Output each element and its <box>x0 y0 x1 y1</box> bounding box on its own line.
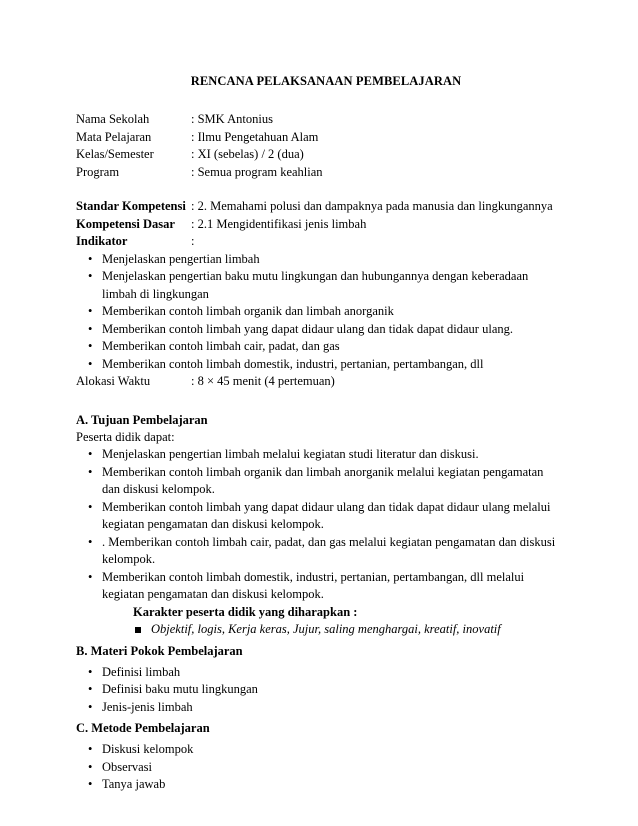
info-row-subject <box>76 129 576 147</box>
list-item: • . Memberikan contoh limbah cair, padat, dan gas melalui kegiatan pengamatan dan diskusi kelompok. <box>88 534 558 569</box>
time-allocation-value: : 8 × 45 menit (4 pertemuan) <box>191 374 335 388</box>
info-value: : Semua program keahlian <box>191 164 323 179</box>
list-item: • Memberikan contoh limbah yang dapat didaur ulang dan tidak dapat didaur ulang melalui kegiatan pengamatan dan diskusi kelompok. <box>88 499 558 534</box>
section-a-heading: A. Tujuan Pembelajaran <box>76 412 208 427</box>
info-value: : XI (sebelas) / 2 (dua) <box>191 147 304 161</box>
section-a-intro: Peserta didik dapat: <box>76 429 175 444</box>
methods-list <box>76 741 576 794</box>
info-row-program <box>76 164 576 182</box>
list-item: • Memberikan contoh limbah organik dan limbah anorganik <box>88 303 576 321</box>
document-page <box>76 74 576 794</box>
list-item: • Definisi baku mutu lingkungan <box>88 681 576 699</box>
info-label: Kelas/Semester <box>76 147 154 161</box>
indicator-row <box>76 233 576 251</box>
list-item: • Menjelaskan pengertian limbah <box>88 251 576 269</box>
time-allocation-label: Alokasi Waktu <box>76 374 151 388</box>
list-item: • Jenis-jenis limbah <box>88 699 576 717</box>
list-item: • Memberikan contoh limbah cair, padat, dan gas <box>88 338 576 356</box>
competency-label: Indikator <box>76 234 128 248</box>
info-row-class <box>76 146 576 164</box>
materials-list <box>76 664 576 717</box>
list-item: • Menjelaskan pengertian limbah melalui kegiatan studi literatur dan diskusi. <box>88 446 558 464</box>
character-heading: Karakter peserta didik yang diharapkan : <box>133 604 358 619</box>
competency-value: : 2.1 Mengidentifikasi jenis limbah <box>191 216 367 231</box>
basic-competency-row <box>76 216 576 234</box>
list-item: • Menjelaskan pengertian baku mutu lingkungan dan hubungannya dengan keberadaan limbah di lingkungan <box>88 268 562 303</box>
info-row-school <box>76 111 576 129</box>
competency-label: Standar Kompetensi <box>76 199 186 213</box>
competency-value: : 2. Memahami polusi dan dampaknya pada manusia dan lingkungannya <box>191 199 553 213</box>
info-block <box>76 111 576 181</box>
standard-competency-row <box>76 198 576 216</box>
document-title: RENCANA PELAKSANAAN PEMBELAJARAN <box>190 74 462 88</box>
competency-label: Kompetensi Dasar <box>76 216 175 231</box>
info-label: Mata Pelajaran <box>76 129 152 144</box>
info-value: : Ilmu Pengetahuan Alam <box>191 129 319 144</box>
spacer <box>76 391 576 408</box>
list-item: • Tanya jawab <box>88 776 576 794</box>
spacer <box>76 181 576 198</box>
list-item: • Memberikan contoh limbah organik dan limbah anorganik melalui kegiatan pengamatan dan diskusi kelompok. <box>88 464 558 499</box>
square-bullet-icon <box>135 627 141 633</box>
character-values: Objektif, logis, Kerja keras, Jujur, saling menghargai, kreatif, inovatif <box>151 622 501 636</box>
competency-value: : <box>191 234 195 248</box>
info-value: : SMK Antonius <box>191 112 273 126</box>
character-values-row <box>133 621 576 639</box>
list-item: • Diskusi kelompok <box>88 741 576 759</box>
list-item: • Definisi limbah <box>88 664 576 682</box>
section-c-heading: C. Metode Pembelajaran <box>76 721 210 735</box>
objectives-list <box>76 446 558 604</box>
info-label: Program <box>76 164 120 179</box>
info-label: Nama Sekolah <box>76 112 150 126</box>
indicator-list <box>76 251 576 374</box>
list-item: • Memberikan contoh limbah domestik, industri, pertanian, pertambangan, dll <box>88 356 576 374</box>
competency-block <box>76 198 576 251</box>
list-item: • Memberikan contoh limbah domestik, industri, pertanian, pertambangan, dll melalui kegiatan pengamatan dan diskusi kelompok. <box>88 569 558 604</box>
list-item: • Memberikan contoh limbah yang dapat didaur ulang dan tidak dapat didaur ulang. <box>88 321 576 339</box>
list-item: • Observasi <box>88 759 576 777</box>
time-allocation-row <box>76 373 576 391</box>
section-b-heading: B. Materi Pokok Pembelajaran <box>76 643 243 658</box>
